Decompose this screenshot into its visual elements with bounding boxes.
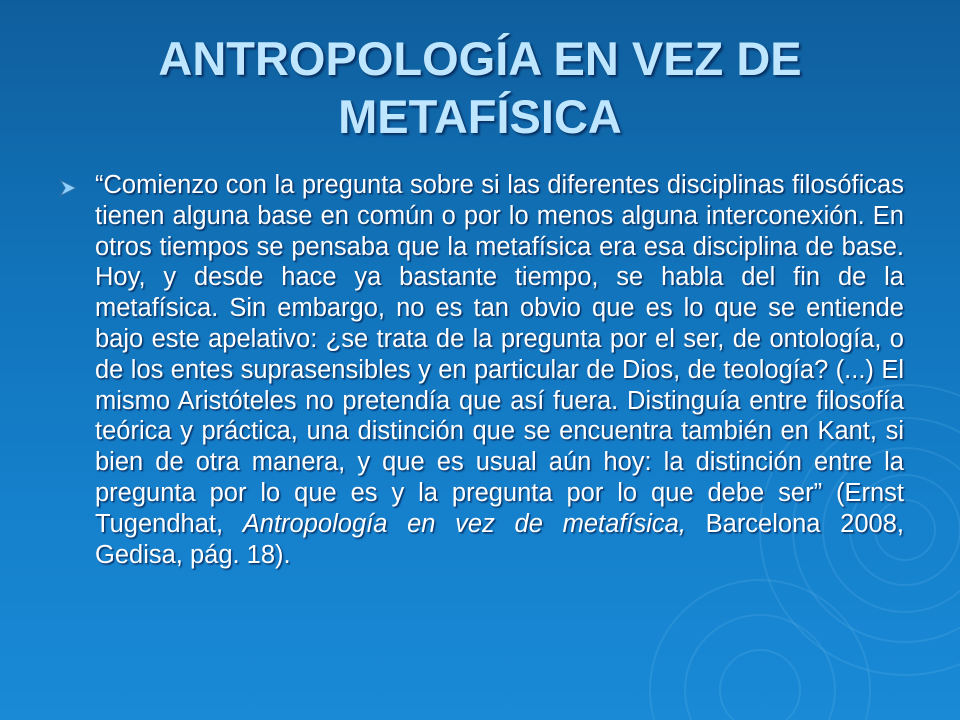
slide-title [0, 30, 960, 146]
citation-author: (Ernst Tugendhat, [95, 478, 904, 538]
citation-publication: Barcelona 2008, Gedisa, pág. 18). [95, 509, 904, 569]
slide-title-line-2: METAFÍSICA [338, 90, 622, 143]
bullet-item [58, 170, 904, 570]
quote-paragraph [95, 170, 904, 570]
arrow-right-icon [58, 178, 78, 198]
citation-book-title: Antropología en vez de metafísica, [242, 509, 686, 538]
slide-title-line-1: ANTROPOLOGÍA EN VEZ DE [158, 32, 802, 85]
quote-text: “Comienzo con la pregunta sobre si las diferentes disciplinas filosóficas tienen alguna base en común o por lo menos alguna interconexión. En otros tiempos se pensaba que la metafísica era esa disciplina de base. Hoy, y desde hace ya bastante tiempo, se habla del fin de la metafísica. Sin embargo, no es tan obvio que es lo que se entiende bajo este apelativo: ¿se trata de la pregunta por el ser, de ontología, o de los entes suprasensibles y en particular de Dios, de teología? (...) El mismo Aristóteles no pretendía que así fuera. Distinguía entre filosofía teórica y práctica, una distinción que se encuentra también en Kant, si bien de otra manera, y que es usual aún hoy: la distinción entre la pregunta por lo que es y la pregunta por lo que debe ser” [95, 171, 904, 507]
